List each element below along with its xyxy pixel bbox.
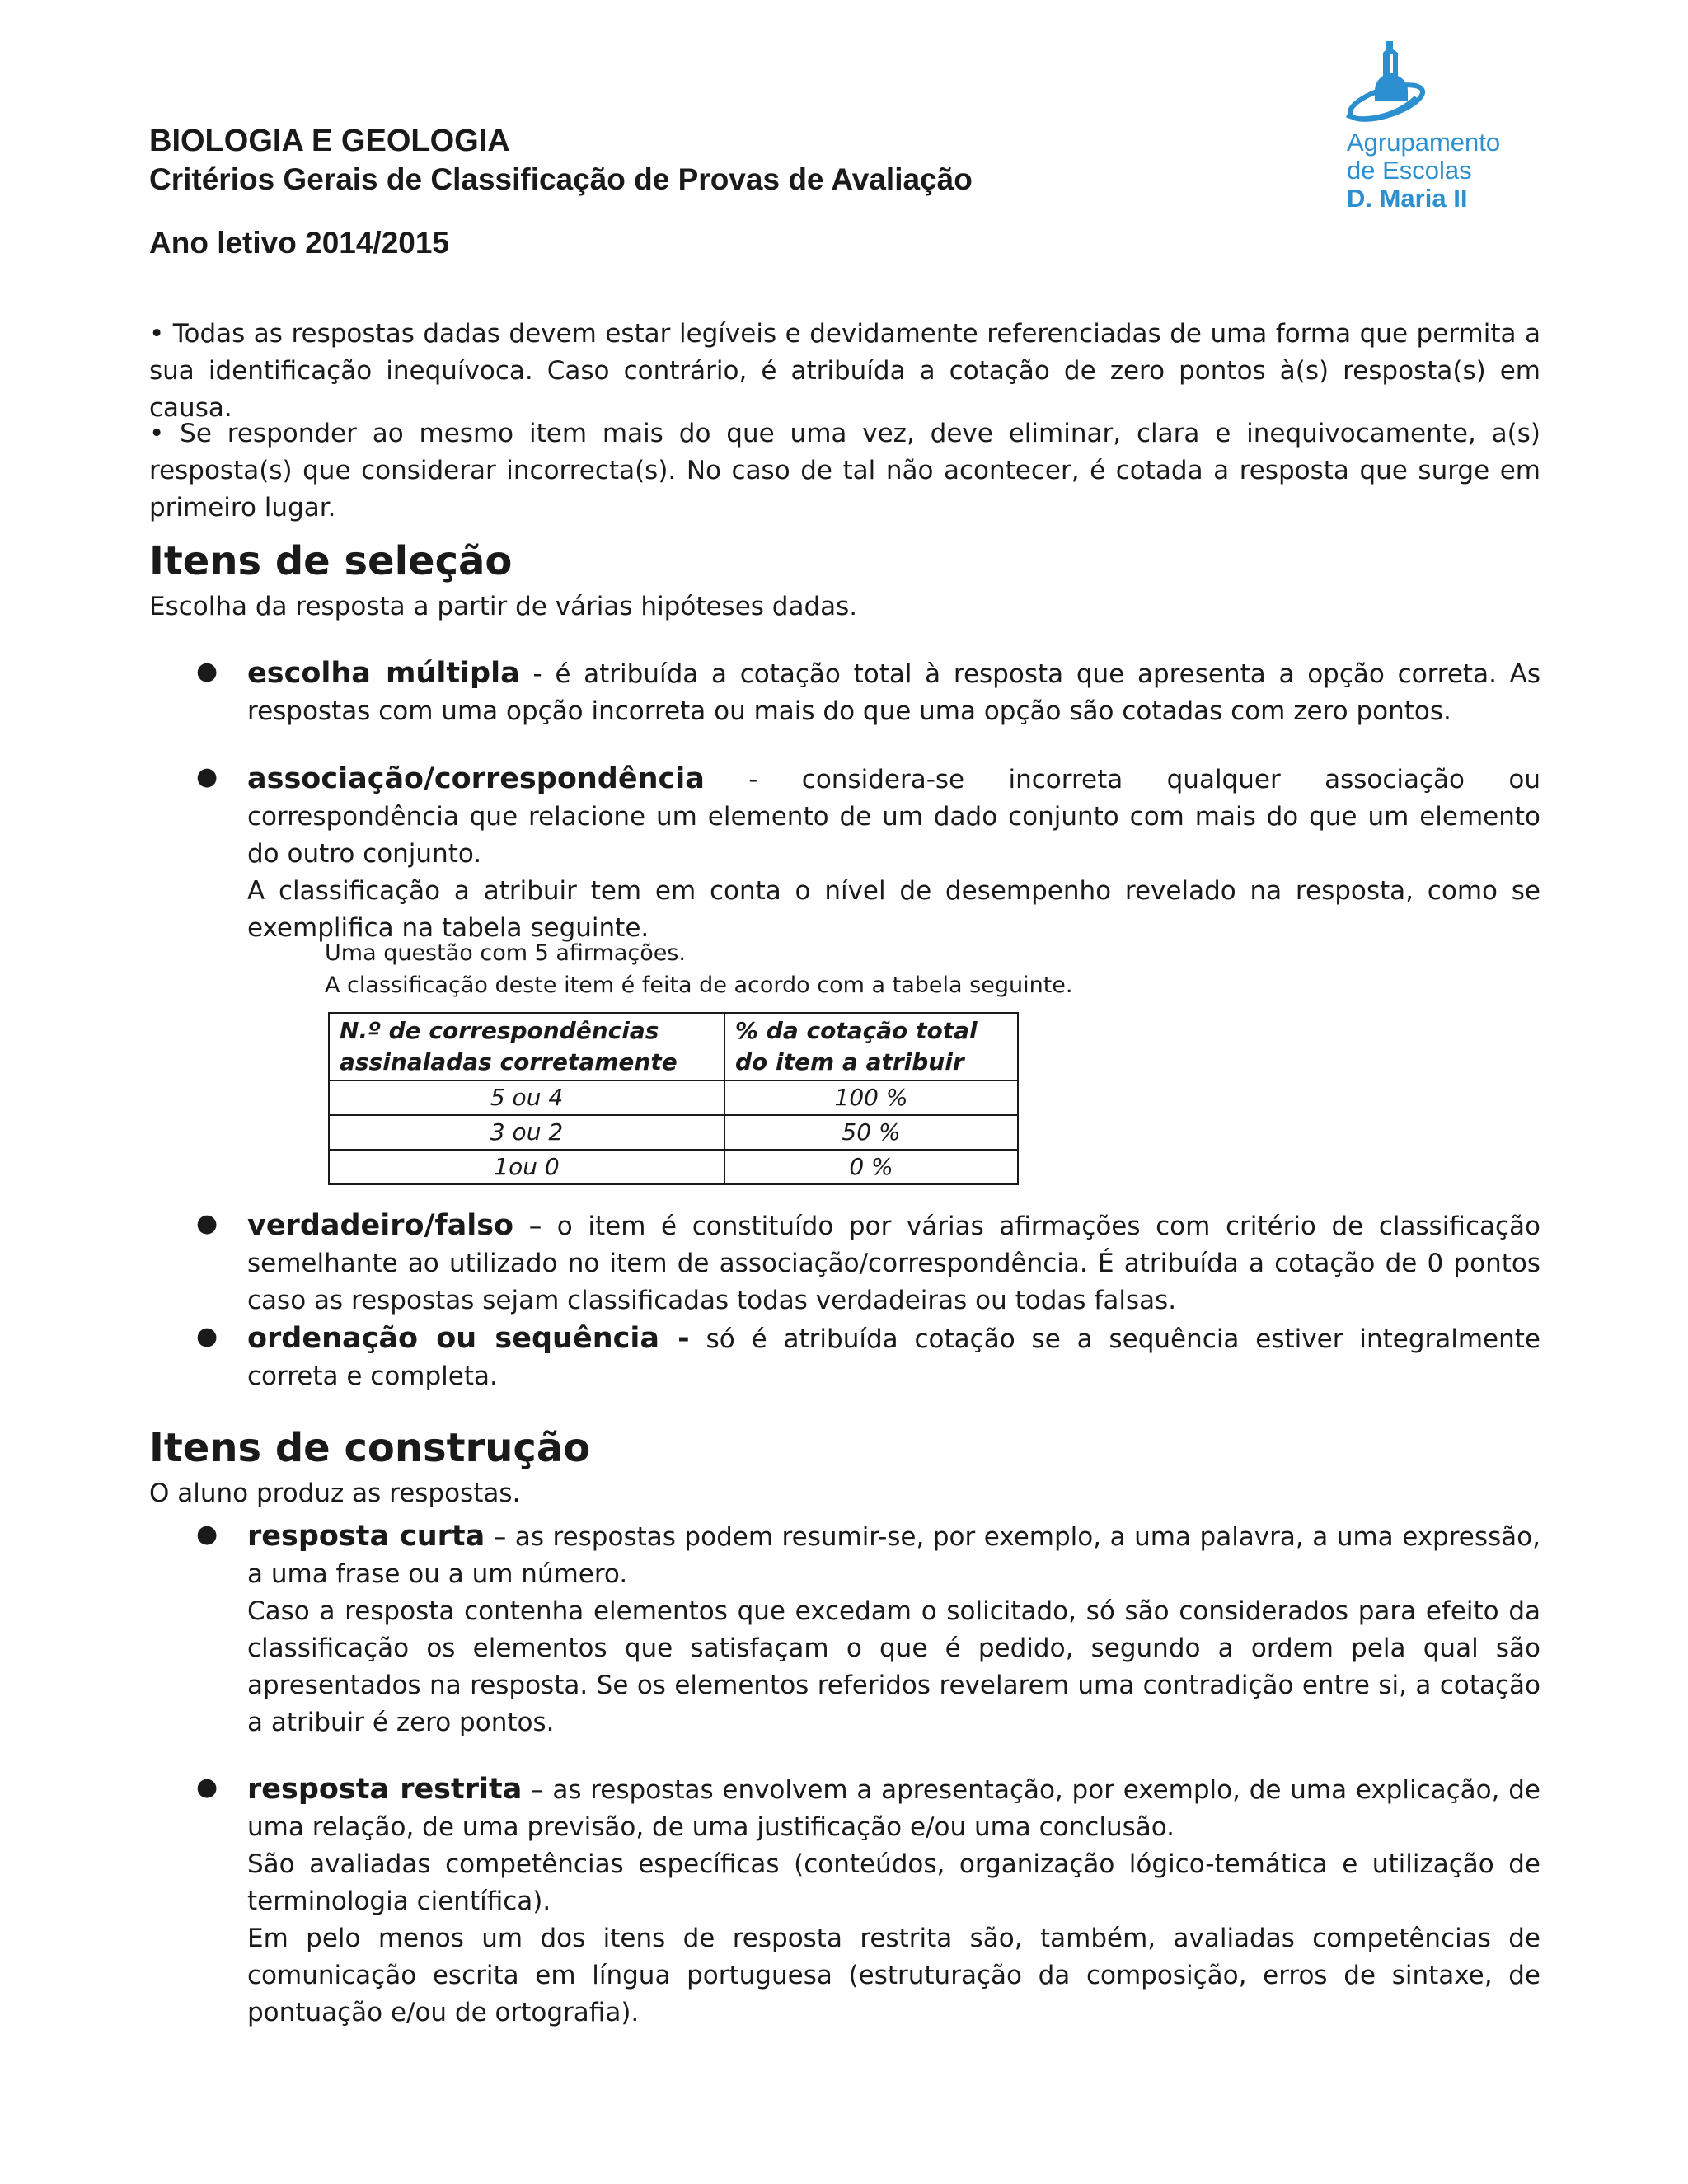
column-header: N.º de correspondências assinaladas corretamente [329, 1013, 724, 1080]
item-text: Caso a resposta contenha elementos que excedam o solicitado, só são considerados para efeito da classificação os elementos que satisfaçam o que é pedido, segundo a ordem pela qual são apresentados na resposta. Se os elementos referidos revelarem uma contradição entre si, a cotação a atribuir é zero pontos. [247, 1596, 1540, 1737]
item-text: - considera-se incorreta qualquer associação ou correspondência que relacione um elemento de um dado conjunto com mais do que um elemento do outro conjunto. [247, 765, 1540, 869]
item-text: A classificação a atribuir tem em conta o nível de desempenho revelado na resposta, como se exemplifica na tabela seguinte. [247, 876, 1540, 943]
table-cell: 1ou 0 [329, 1150, 724, 1184]
item-text: – as respostas podem resumir-se, por exemplo, a uma palavra, a uma expressão, a uma frase ou a um número. [247, 1522, 1540, 1589]
school-emblem-icon [1335, 36, 1426, 127]
document-subject: BIOLOGIA E GEOLOGIA [149, 124, 510, 158]
list-item [247, 1771, 1540, 2032]
logo-text-line: de Escolas [1347, 156, 1472, 185]
item-term: verdadeiro/falso [247, 1209, 514, 1242]
table-header-row [329, 1013, 1018, 1080]
table-row [329, 1150, 1018, 1184]
bullet-icon: ● [196, 1322, 218, 1351]
item-text: - é atribuída a cotação total à resposta que apresenta a opção correta. As respostas com uma opção incorreta ou mais do que uma opção são cotadas com zero pontos. [247, 659, 1540, 726]
school-name [1347, 129, 1500, 213]
logo-text-line: D. Maria II [1347, 184, 1468, 213]
item-text: São avaliadas competências específicas (conteúdos, organização lógico-temática e utilização de terminologia científica). [247, 1849, 1540, 1916]
bullet-icon: ● [196, 1773, 218, 1802]
intro-paragraph: • Todas as respostas dadas devem estar legíveis e devidamente referenciadas de uma forma que permita a sua identificação inequívoca. Caso contrário, é atribuída a cotação de zero pontos à(s) resposta(s) em causa. [149, 319, 1540, 423]
list-item [247, 1518, 1540, 1741]
bullet-icon: ● [196, 1209, 218, 1238]
table-cell: 3 ou 2 [329, 1115, 724, 1150]
table-cell: 100 % [724, 1080, 1018, 1115]
bullet-icon: ● [196, 1520, 218, 1549]
table-row [329, 1080, 1018, 1115]
item-term: ordenação ou sequência - [247, 1322, 690, 1355]
school-year: Ano letivo 2014/2015 [149, 226, 450, 260]
item-term: escolha múltipla [247, 657, 520, 690]
section-title: Itens de construção [149, 1425, 591, 1471]
bullet-icon: ● [196, 657, 218, 686]
section-title: Itens de seleção [149, 538, 513, 584]
intro-paragraph: • Se responder ao mesmo item mais do que uma vez, deve eliminar, clara e inequivocamente, a(s) resposta(s) que considerar incorrecta(s). No caso de tal não acontecer, é cotada a resposta que surge em primeiro lugar. [149, 419, 1540, 523]
item-term: associação/correspondência [247, 762, 705, 795]
classification-table [328, 1012, 1019, 1185]
item-term: resposta curta [247, 1520, 485, 1553]
table-row [329, 1115, 1018, 1150]
table-cell: 50 % [724, 1115, 1018, 1150]
table-cell: 5 ou 4 [329, 1080, 724, 1115]
item-text: – as respostas envolvem a apresentação, por exemplo, de uma explicação, de uma relação, de uma previsão, de uma justificação e/ou uma conclusão. [247, 1775, 1540, 1842]
section-subtitle: O aluno produz as respostas. [149, 1479, 521, 1508]
section-subtitle: Escolha da resposta a partir de várias hipóteses dadas. [149, 592, 858, 621]
table-cell: 0 % [724, 1150, 1018, 1184]
document-title: Critérios Gerais de Classificação de Provas de Avaliação [149, 162, 973, 196]
item-term: resposta restrita [247, 1773, 523, 1806]
list-item [247, 655, 1540, 730]
list-item [247, 761, 1540, 947]
list-item [247, 1207, 1540, 1319]
item-text: só é atribuída cotação se a sequência estiver integralmente correta e completa. [247, 1324, 1540, 1391]
logo-text-line: Agrupamento [1347, 128, 1501, 157]
table-caption: Uma questão com 5 afirmações. [325, 940, 687, 966]
list-item [247, 1320, 1540, 1395]
column-header: % da cotação total do item a atribuir [724, 1013, 1018, 1080]
table-caption: A classificação deste item é feita de acordo com a tabela seguinte. [325, 972, 1073, 998]
bullet-icon: ● [196, 762, 218, 791]
item-text: Em pelo menos um dos itens de resposta restrita são, também, avaliadas competências de comunicação escrita em língua portuguesa (estruturação da composição, erros de sintaxe, de pontuação e/ou de ortografia). [247, 1924, 1540, 2027]
school-logo [1327, 36, 1566, 213]
item-text: – o item é constituído por várias afirmações com critério de classificação semelhante ao utilizado no item de associação/correspondência. É atribuída a cotação de 0 pontos caso as respostas sejam classificadas todas verdadeiras ou todas falsas. [247, 1212, 1540, 1315]
